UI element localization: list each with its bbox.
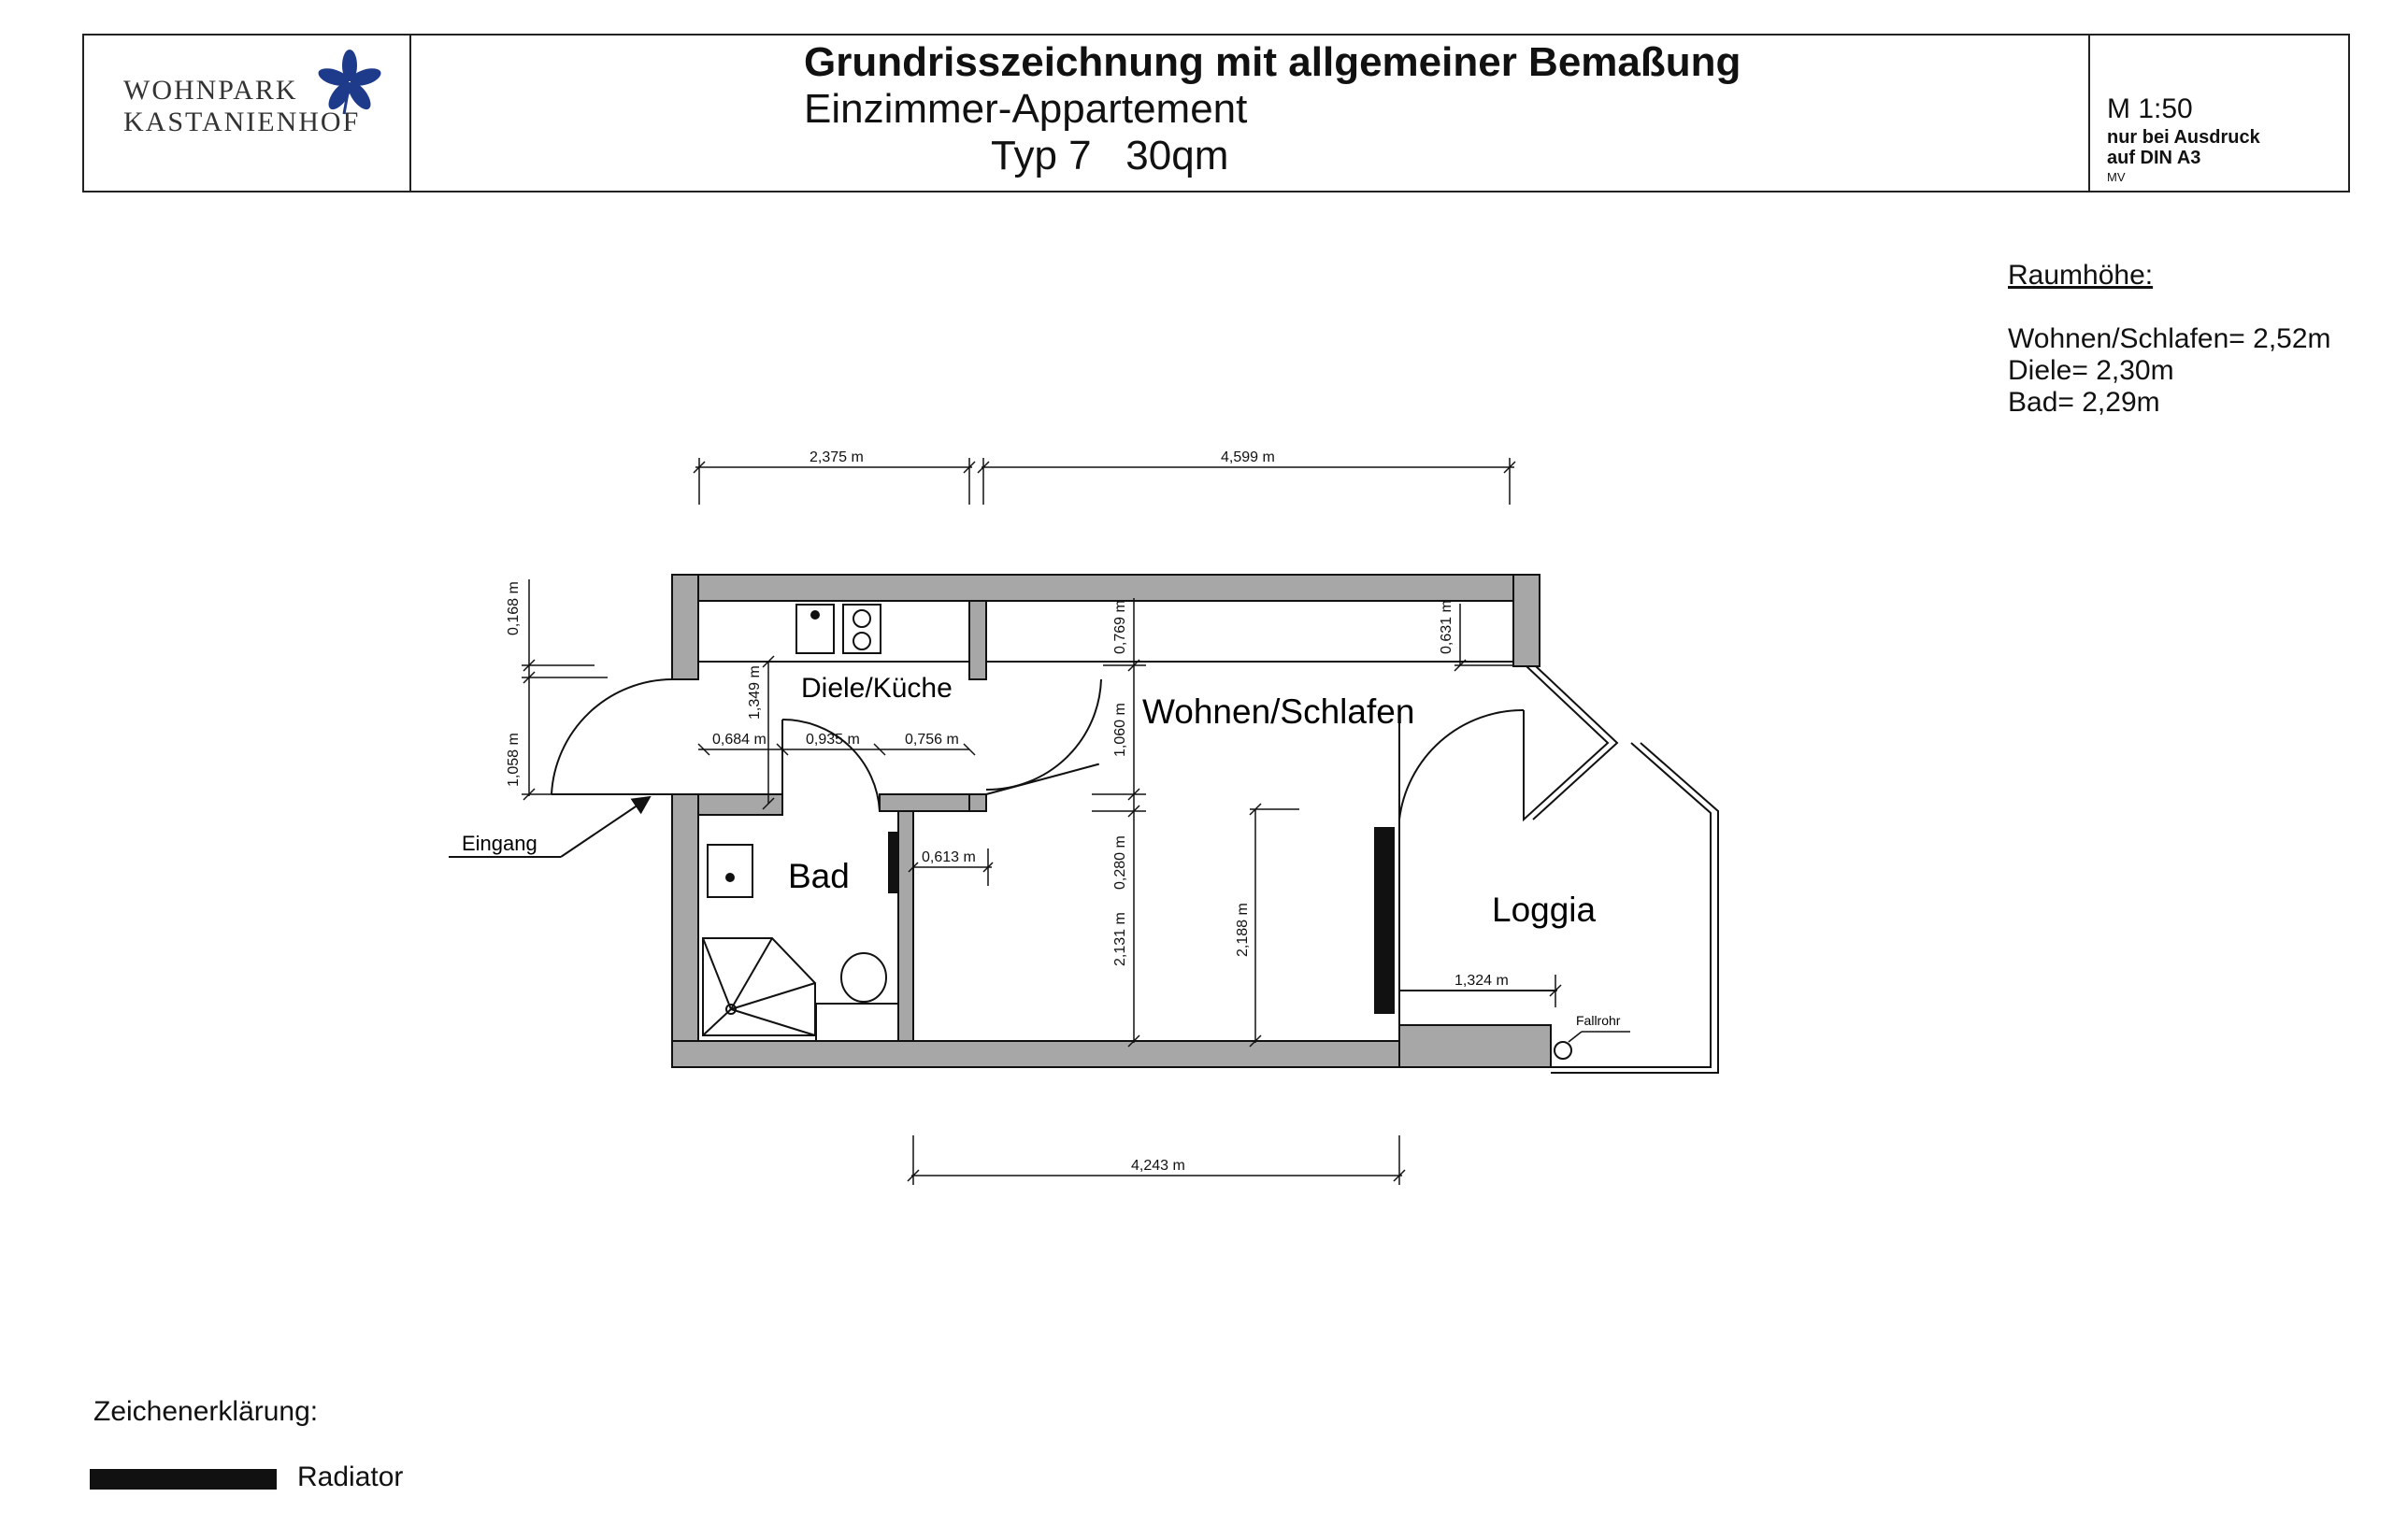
radiator-bad: [888, 832, 897, 893]
room-height-diele: Diele= 2,30m: [2008, 355, 2174, 386]
drawing-title: Grundrisszeichnung mit allgemeiner Bemaßung: [804, 39, 1741, 85]
wall-right-upper: [1513, 575, 1540, 666]
dim-seg-1: 0,684 m: [712, 732, 767, 748]
dim-bottom: 4,243 m: [1131, 1158, 1185, 1174]
drawing-subtitle: Einzimmer-Appartement: [804, 86, 1248, 132]
dim-wohnen-top: 0,769 m: [1112, 600, 1128, 654]
wall-partition-lower-stub: [969, 794, 986, 811]
dim-diele-depth: 1,349 m: [747, 665, 763, 720]
scale-note-2: auf DIN A3: [2107, 148, 2201, 168]
dim-room-depth: 2,188 m: [1235, 903, 1251, 957]
dim-top-right: 4,599 m: [1221, 449, 1275, 465]
dim-seg-2: 0,935 m: [806, 732, 860, 748]
dim-door-height: 1,058 m: [506, 733, 522, 787]
scale-value: M 1:50: [2107, 93, 2193, 124]
downpipe-label: Fallrohr: [1576, 1013, 1621, 1028]
dim-bad-wall: 0,613 m: [922, 849, 976, 865]
logo-line-1: WOHNPARK: [123, 75, 298, 106]
dim-loggia-width: 1,324 m: [1454, 973, 1509, 989]
dim-seg-3: 0,756 m: [905, 732, 959, 748]
wall-bad-right: [898, 794, 913, 1041]
toilet-bowl: [841, 953, 886, 1002]
dim-top-left: 2,375 m: [810, 449, 864, 465]
drawer-initials: MV: [2107, 170, 2126, 184]
wall-left-lower: [672, 794, 698, 1067]
room-label-diele: Diele/Küche: [801, 673, 953, 704]
room-label-wohnen: Wohnen/Schlafen: [1142, 692, 1415, 731]
room-heights-heading: Raumhöhe:: [2008, 260, 2154, 291]
toilet-cistern: [816, 1004, 898, 1041]
legend-radiator-label: Radiator: [297, 1462, 404, 1492]
dim-wohnen-small: 0,280 m: [1112, 835, 1128, 890]
room-height-wohnen: Wohnen/Schlafen= 2,52m: [2008, 323, 2331, 354]
legend-radiator-swatch: [90, 1469, 277, 1490]
room-label-loggia: Loggia: [1492, 891, 1597, 929]
wall-top: [672, 575, 1540, 601]
logo-line-2: KASTANIENHOF: [123, 107, 361, 137]
downpipe-icon: [1555, 1042, 1571, 1059]
wall-bad-top-left: [698, 794, 782, 815]
radiator-wohnen: [1374, 827, 1395, 1014]
loggia-outline: [1399, 666, 1718, 1073]
scale-note-1: nur bei Ausdruck: [2107, 127, 2260, 148]
room-label-bad: Bad: [788, 857, 850, 895]
washbasin: [708, 845, 752, 897]
entrance-label: Eingang: [462, 832, 537, 855]
wall-partition-upper: [969, 601, 986, 679]
drawing-type: Typ 7 30qm: [991, 133, 1229, 178]
dim-wall-top: 0,168 m: [506, 581, 522, 635]
room-height-bad: Bad= 2,29m: [2008, 387, 2160, 418]
dim-niche: 0,631 m: [1439, 600, 1454, 654]
wall-left-upper: [672, 575, 698, 679]
legend-title: Zeichenerklärung:: [93, 1396, 319, 1427]
wall-loggia-bottom: [1399, 1025, 1551, 1067]
kitchen-fixtures: [796, 605, 881, 653]
wall-bad-top-right: [880, 794, 969, 811]
dim-wohnen-bottom: 2,131 m: [1112, 912, 1128, 966]
walls: [672, 575, 1551, 1067]
dim-wohnen-mid: 1,060 m: [1112, 703, 1128, 757]
